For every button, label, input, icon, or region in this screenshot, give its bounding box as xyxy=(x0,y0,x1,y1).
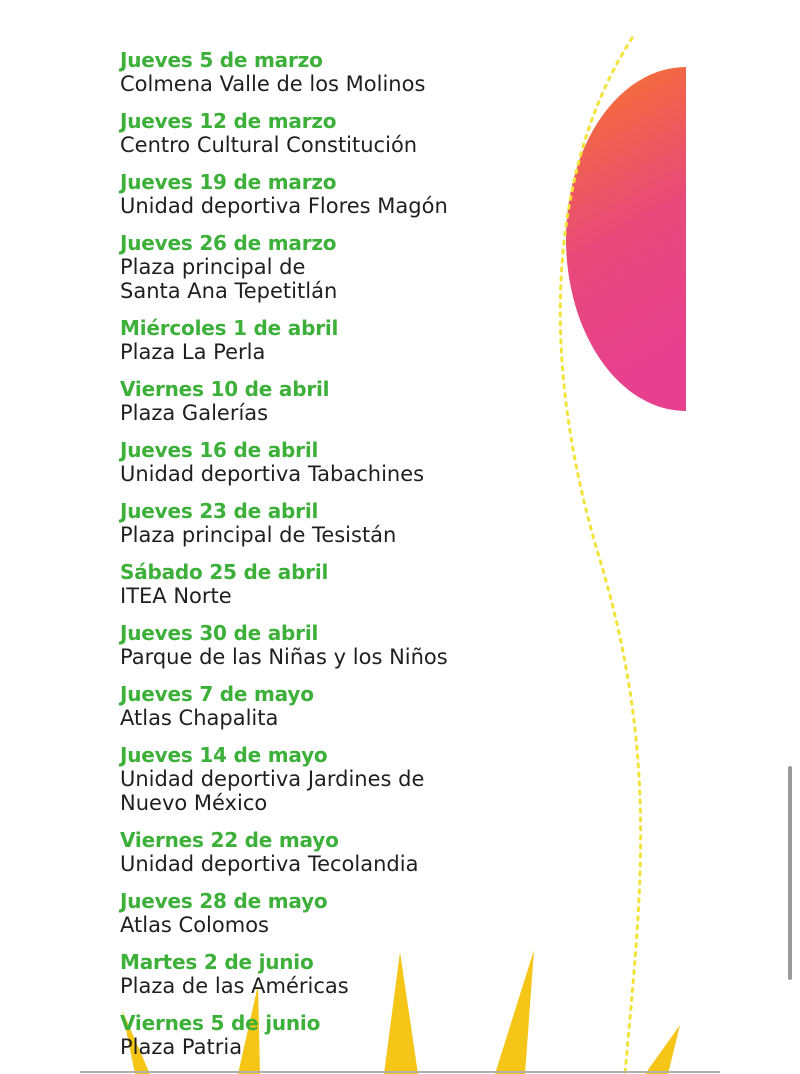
event-place: Plaza La Perla xyxy=(120,340,266,364)
event-place: Plaza de las Américas xyxy=(120,974,349,998)
event-item xyxy=(120,1011,580,1059)
event-item xyxy=(120,889,580,937)
bottom-divider xyxy=(80,1071,720,1073)
event-place: Atlas Chapalita xyxy=(120,706,279,730)
event-date: Viernes 22 de mayo xyxy=(120,828,339,852)
event-place: Unidad deportiva Tabachines xyxy=(120,462,425,486)
event-place: Plaza principal de Tesistán xyxy=(120,523,397,547)
event-date: Miércoles 1 de abril xyxy=(120,316,339,340)
event-date: Jueves 7 de mayo xyxy=(120,682,314,706)
event-place: Plaza principal de Santa Ana Tepetitlán xyxy=(120,255,338,303)
event-place: Centro Cultural Constitución xyxy=(120,133,418,157)
event-place: Parque de las Niñas y los Niños xyxy=(120,645,448,669)
event-item xyxy=(120,170,580,218)
event-item xyxy=(120,560,580,608)
event-item xyxy=(120,109,580,157)
event-item xyxy=(120,499,580,547)
event-date: Jueves 23 de abril xyxy=(120,499,319,523)
event-date: Viernes 10 de abril xyxy=(120,377,330,401)
scrollbar-thumb[interactable] xyxy=(788,766,792,980)
event-item xyxy=(120,621,580,669)
event-place: Atlas Colomos xyxy=(120,913,269,937)
event-item xyxy=(120,682,580,730)
event-item xyxy=(120,438,580,486)
event-date: Jueves 26 de marzo xyxy=(120,231,337,255)
event-place: Colmena Valle de los Molinos xyxy=(120,72,426,96)
event-place: Plaza Patria xyxy=(120,1035,243,1059)
event-place: Unidad deportiva Jardines de Nuevo México xyxy=(120,767,425,815)
event-date: Martes 2 de junio xyxy=(120,950,314,974)
event-place: ITEA Norte xyxy=(120,584,232,608)
event-item xyxy=(120,231,580,303)
event-item xyxy=(120,316,580,364)
half-sun-shape xyxy=(566,67,686,411)
event-date: Jueves 12 de marzo xyxy=(120,109,337,133)
event-date: Viernes 5 de junio xyxy=(120,1011,321,1035)
event-item xyxy=(120,48,580,96)
event-date: Jueves 16 de abril xyxy=(120,438,319,462)
event-place: Unidad deportiva Tecolandia xyxy=(120,852,419,876)
event-item xyxy=(120,743,580,815)
event-place: Unidad deportiva Flores Magón xyxy=(120,194,448,218)
event-date: Jueves 30 de abril xyxy=(120,621,319,645)
event-item xyxy=(120,828,580,876)
event-place: Plaza Galerías xyxy=(120,401,269,425)
event-date: Jueves 19 de marzo xyxy=(120,170,337,194)
event-schedule xyxy=(120,48,580,1059)
event-date: Jueves 14 de mayo xyxy=(120,743,328,767)
event-date: Jueves 5 de marzo xyxy=(120,48,323,72)
event-item xyxy=(120,377,580,425)
event-date: Jueves 28 de mayo xyxy=(120,889,328,913)
event-date: Sábado 25 de abril xyxy=(120,560,329,584)
event-item xyxy=(120,950,580,998)
